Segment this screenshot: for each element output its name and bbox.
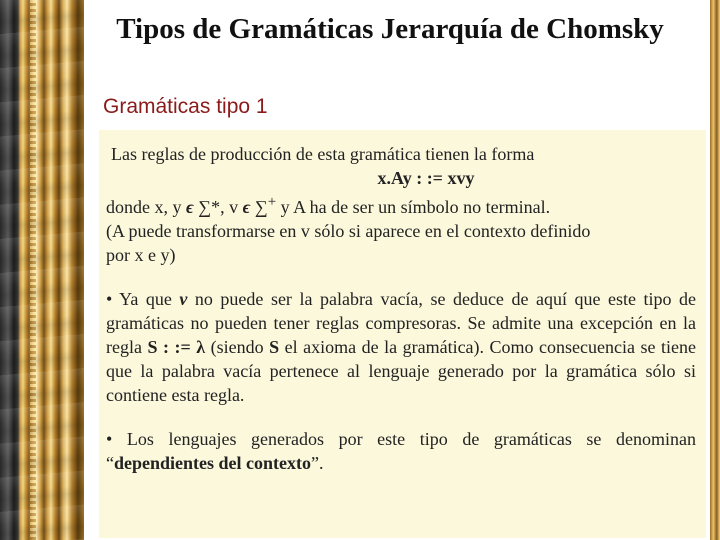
border-ornament: [30, 0, 36, 540]
rule-form: x.Ay : := xvy: [377, 168, 475, 188]
decorative-right-border: [710, 0, 720, 540]
note-line-1: (A puede transformarse en v sólo si aparece en el contexto definido: [106, 221, 591, 241]
where-line: donde x, y ϵ ∑*, v ϵ ∑+ y A ha de ser un símbolo no terminal.: [106, 194, 551, 217]
decorative-left-border: [0, 0, 84, 540]
slide-subtitle: Gramáticas tipo 1: [103, 95, 268, 118]
bullet-paragraph-2: • Los lenguajes generados por este tipo de gramáticas se denominan “dependientes del contexto”.: [106, 429, 696, 473]
content-box: [99, 130, 706, 538]
bullet-paragraph-1: • Ya que v no puede ser la palabra vacía, se deduce de aquí que este tipo de gramáticas no pueden tener reglas compresoras. Se admite una excepción en la regla S : := λ (siendo S el axioma de la gramática). Como consecuencia se tiene que la palabra vacía pertenece al lenguaje generado por la gramática sólo si contiene esta regla.: [106, 289, 697, 405]
note-line-2: por x e y): [106, 245, 176, 265]
intro-line: Las reglas de producción de esta gramática tienen la forma: [111, 144, 535, 164]
spacer: [106, 407, 696, 427]
spacer: [106, 267, 696, 287]
slide-title: Tipos de Gramáticas Jerarquía de Chomsky: [116, 13, 664, 45]
